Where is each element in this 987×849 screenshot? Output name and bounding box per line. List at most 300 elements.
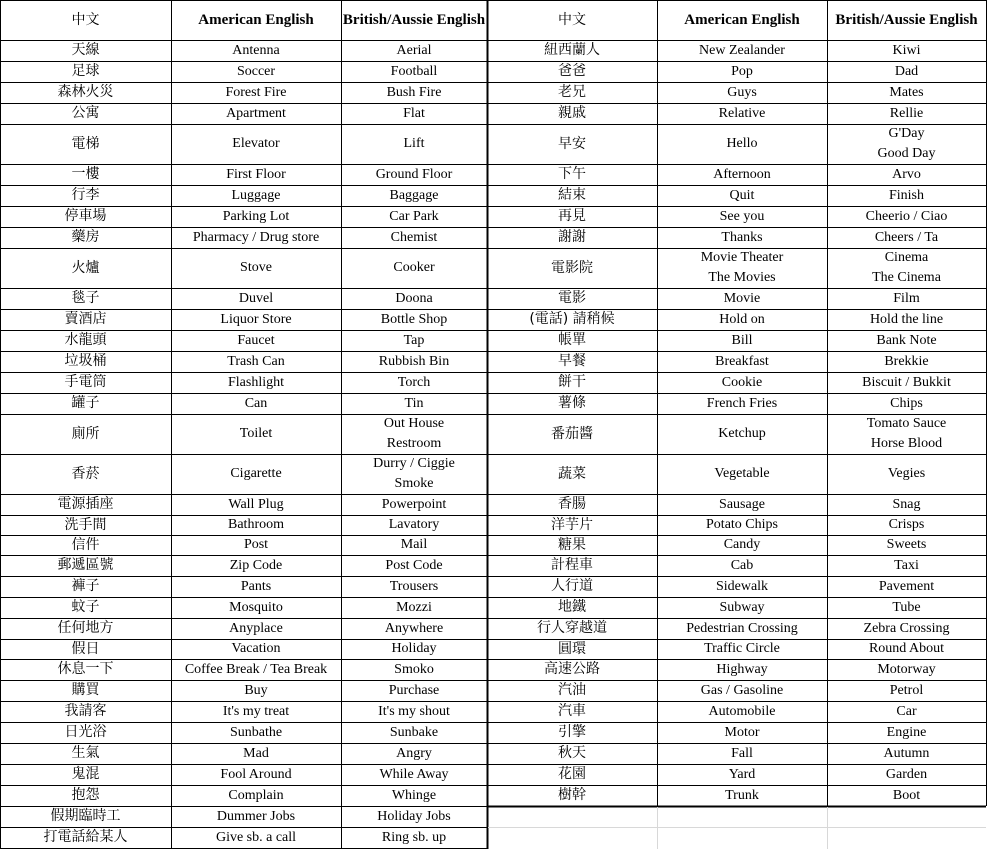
cell-chinese [0,227,171,248]
cell-chinese [487,206,657,227]
cell-text-line: Baggage [389,187,439,203]
cell-chinese [0,248,171,288]
cell-text-line: The Cinema [872,270,941,285]
cell-text-line: Sweets [886,537,927,552]
cell-chinese [0,576,171,597]
cell-american [171,515,341,535]
cell-text-line: Tomato Sauce [866,416,947,431]
cell-american [657,372,827,393]
cell-american [171,680,341,701]
cell-chinese [0,722,171,743]
cell-chinese [487,722,657,743]
cell-text-line: Trousers [389,578,439,594]
cell-text-line: Movie Theater [700,250,784,265]
cell-british [341,164,487,185]
cell-text-line: Bush Fire [386,84,442,100]
cell-text-line: 任何地方 [57,620,114,636]
cell-text-line: 鬼混 [71,766,100,782]
cell-text-line: Bank Note [876,332,937,348]
cell-american [171,555,341,576]
cell-chinese [0,555,171,576]
cell-text-line: Cheers / Ta [874,229,939,245]
cell-text-line: New Zealander [699,42,785,58]
cell-text-line: 電影院 [551,259,593,276]
cell-text-line: 火爐 [71,259,100,276]
cell-text-line: Powerpoint [381,496,447,512]
cell-british [341,680,487,701]
cell-text-line: 再見 [558,208,586,224]
cell-chinese [0,639,171,659]
header-american [657,0,827,40]
cell-text-line: Quit [729,187,755,203]
cell-british [827,576,986,597]
cell-chinese [0,827,171,848]
cell-chinese [0,618,171,639]
cell-text-line: Post [243,537,269,552]
cell-text-line: Ring sb. up [381,829,447,845]
cell-text-line: Autumn [883,745,930,761]
cell-chinese [487,61,657,82]
header-british [341,0,487,40]
cell-text-line: 引擎 [558,724,586,740]
cell-chinese [487,372,657,393]
cell-chinese [487,40,657,61]
cell-text-line: 洗手間 [64,516,107,533]
cell-text-line: Wall Plug [228,496,284,512]
cell-american [657,227,827,248]
cell-chinese [487,414,657,454]
cell-text-line: 早餐 [558,353,586,369]
cell-american [171,576,341,597]
cell-american [171,185,341,206]
cell-british [827,454,986,494]
cell-text-line: Traffic Circle [704,641,780,656]
cell-text-line: Anywhere [384,620,444,636]
cell-american [657,494,827,515]
cell-american [657,288,827,309]
cell-text-line: Smoko [394,661,434,677]
cell-text-line: Faucet [237,332,275,348]
cell-text-line: Hold the line [869,311,944,327]
cell-text-line: 汽車 [558,703,586,719]
cell-text-line: Anyplace [229,620,283,636]
cell-chinese [0,351,171,372]
cell-text-line: 水龍頭 [64,332,107,348]
cell-text-line: Horse Blood [870,436,943,451]
cell-american [171,454,341,494]
cell-text-line: Snag [892,496,921,512]
cell-text-line: 結束 [558,187,586,203]
cell-text-line: Potato Chips [706,517,778,532]
cell-british [827,618,986,639]
cell-chinese [487,515,657,535]
cell-text-line: Pharmacy / Drug store [192,229,320,245]
cell-text-line: 爸爸 [558,63,586,79]
cell-text-line: 人行道 [551,578,593,594]
cell-american [657,764,827,785]
cell-american [657,248,827,288]
cell-british [341,124,487,164]
cell-text-line: French Fries [706,395,778,411]
cell-chinese [487,393,657,414]
cell-text-line: Apartment [226,105,286,121]
cell-american [171,722,341,743]
cell-british [341,806,487,827]
cell-american [171,248,341,288]
cell-american [171,40,341,61]
cell-chinese [0,164,171,185]
cell-text-line: Sausage [719,496,765,512]
cell-american [657,515,827,535]
cell-text-line: Dad [894,63,919,79]
cell-british [341,288,487,309]
cell-text-line: 謝謝 [558,229,586,245]
cell-text-line: Sidewalk [715,578,769,594]
cell-text-line: Mates [889,84,924,100]
cell-text-line: Crisps [888,517,925,532]
cell-chinese [487,309,657,330]
cell-text-line: Complain [228,787,284,803]
cell-text-line: 假期臨時工 [50,808,121,824]
cell-text-line: Give sb. a call [215,829,297,845]
cell-text-line: Elevator [232,136,280,151]
cell-text-line: 行李 [71,187,100,203]
cell-text-line: 打電話給某人 [43,829,128,845]
cell-chinese [487,351,657,372]
cell-text-line: Mosquito [229,599,283,615]
cell-text-line: Mail [400,537,428,552]
cell-chinese [487,743,657,764]
cell-american [657,164,827,185]
cell-text-line: Holiday Jobs [377,808,451,824]
cell-text-line: Pop [731,63,753,79]
cell-text-line: Brekkie [884,353,929,369]
cell-british [827,206,986,227]
cell-chinese [0,764,171,785]
cell-text-line: Engine [886,724,927,740]
cell-british [341,515,487,535]
cell-chinese [0,330,171,351]
cell-text-line: Cab [730,557,754,573]
cell-american [657,82,827,103]
cell-text-line: British/Aussie English [342,11,486,28]
cell-text-line: Trunk [725,787,759,803]
cell-british [827,61,986,82]
cell-text-line: Luggage [231,187,281,203]
cell-british [341,185,487,206]
cell-text-line: Car [896,703,917,719]
cell-american [171,597,341,618]
cell-text-line: Flat [403,105,425,121]
cell-american [171,701,341,722]
cell-text-line: Cinema [884,250,929,265]
cell-text-line: Motorway [877,661,936,677]
cell-british [341,40,487,61]
cell-text-line: Petrol [889,682,924,698]
cell-text-line: 糖果 [558,536,586,553]
cell-text-line: Bill [731,332,753,348]
cell-text-line: Mozzi [396,599,432,615]
cell-text-line: While Away [379,766,449,782]
cell-text-line: 手電筒 [64,374,107,390]
cell-chinese [487,82,657,103]
cell-text-line: (電話) 請稍候 [529,311,615,327]
cell-text-line: 森林火災 [57,84,114,100]
cell-text-line: 紐西蘭人 [544,42,600,58]
cell-chinese [0,414,171,454]
cell-american [657,124,827,164]
cell-chinese [487,227,657,248]
cell-chinese [487,659,657,680]
cell-american [171,393,341,414]
header-chinese [487,0,657,40]
cell-text-line: 香菸 [71,465,100,482]
cell-american [171,414,341,454]
cell-american [171,206,341,227]
cell-text-line: 購買 [71,682,100,698]
cell-american [171,618,341,639]
cell-american [657,454,827,494]
cell-chinese [487,785,657,806]
cell-american [171,61,341,82]
cell-text-line: 假日 [71,640,100,657]
cell-american [171,372,341,393]
cell-text-line: Tube [892,599,921,615]
cell-american [171,764,341,785]
cell-british [827,330,986,351]
cell-text-line: 下午 [558,166,586,182]
cell-text-line: See you [719,208,765,224]
cell-text-line: 天線 [71,42,100,58]
cell-text-line: Toilet [239,426,273,441]
cell-text-line: Bottle Shop [380,311,448,327]
cell-british [341,82,487,103]
cell-chinese [487,555,657,576]
cell-chinese [487,535,657,555]
cell-british [341,785,487,806]
cell-british [341,103,487,124]
cell-american [657,680,827,701]
cell-american [171,227,341,248]
cell-british [341,351,487,372]
cell-chinese [487,618,657,639]
cell-text-line: Car Park [389,208,439,224]
cell-text-line: Can [244,395,268,411]
cell-text-line: 賣酒店 [64,311,107,327]
cell-american [171,309,341,330]
cell-text-line: 中文 [71,11,100,28]
cell-text-line: 計程車 [551,557,593,573]
cell-text-line: Holiday [391,641,437,656]
cell-text-line: Restroom [386,436,442,451]
cell-text-line: 一樓 [71,166,100,182]
cell-british [341,248,487,288]
cell-american [657,393,827,414]
cell-text-line: Cooker [393,260,435,275]
cell-chinese [0,743,171,764]
cell-text-line: 洋芋片 [551,516,593,533]
cell-text-line: Hold on [719,311,765,327]
cell-text-line: American English [198,11,314,28]
cell-american [171,806,341,827]
cell-text-line: Zebra Crossing [863,620,950,636]
cell-text-line: Rellie [889,105,924,121]
cell-chinese [0,701,171,722]
cell-chinese [0,103,171,124]
header-american [171,0,341,40]
cell-american [657,555,827,576]
cell-american [657,722,827,743]
cell-text-line: Cheerio / Ciao [865,208,948,224]
cell-american [171,124,341,164]
cell-british [827,288,986,309]
cell-british [827,40,986,61]
cell-british [341,701,487,722]
cell-british [341,535,487,555]
cell-text-line: Ketchup [718,426,766,441]
cell-text-line: 電影 [558,290,586,306]
cell-text-line: Whinge [391,787,437,803]
cell-text-line: 餅干 [558,374,586,390]
cell-text-line: Chips [890,395,923,411]
cell-british [341,414,487,454]
cell-text-line: 地鐵 [558,599,586,615]
cell-text-line: 抱怨 [71,787,100,803]
cell-chinese [487,103,657,124]
cell-american [657,785,827,806]
cell-text-line: 足球 [71,63,100,79]
cell-american [657,330,827,351]
cell-text-line: Highway [716,661,768,677]
cell-text-line: Smoke [394,476,434,491]
cell-text-line: Fall [731,745,753,761]
cell-british [827,535,986,555]
cell-text-line: Fool Around [220,766,292,782]
cell-text-line: Vegetable [714,466,770,481]
cell-text-line: Trash Can [227,353,285,369]
cell-text-line: 藥房 [71,229,100,245]
cell-text-line: 停車場 [64,208,107,224]
cell-text-line: British/Aussie English [835,11,978,28]
cell-text-line: 帳單 [558,332,586,348]
cell-chinese [487,454,657,494]
cell-american [657,309,827,330]
cell-british [827,515,986,535]
cell-text-line: Zip Code [229,557,283,573]
cell-chinese [0,206,171,227]
cell-british [827,555,986,576]
cell-text-line: Hello [726,136,758,151]
cell-text-line: Relative [718,105,766,121]
cell-text-line: Subway [719,599,765,615]
cell-british [341,330,487,351]
cell-text-line: 薯條 [558,395,586,411]
cell-text-line: Forest Fire [225,84,287,100]
cell-text-line: Out House [383,416,445,431]
cell-text-line: 電源插座 [57,496,114,512]
cell-american [657,618,827,639]
cell-american [171,494,341,515]
cell-text-line: Garden [885,766,928,782]
cell-text-line: 郵遞區號 [57,557,114,573]
cell-british [341,227,487,248]
cell-text-line: 高速公路 [544,661,600,677]
cell-chinese [487,701,657,722]
cell-text-line: Kiwi [892,42,921,58]
cell-american [171,164,341,185]
cell-british [827,103,986,124]
cell-text-line: Pavement [878,578,935,594]
cell-british [827,680,986,701]
cell-chinese [0,597,171,618]
cell-text-line: Purchase [388,682,440,698]
cell-text-line: Buy [244,682,268,698]
cell-text-line: Parking Lot [222,208,290,224]
cell-text-line: 褲子 [71,578,100,594]
cell-text-line: Cigarette [230,466,282,481]
cell-british [341,618,487,639]
cell-text-line: The Movies [708,270,776,285]
cell-british [827,185,986,206]
cell-text-line: Breakfast [715,353,769,369]
cell-chinese [0,515,171,535]
cell-text-line: Duvel [238,290,274,306]
cell-chinese [487,680,657,701]
cell-chinese [0,309,171,330]
cell-chinese [487,764,657,785]
cell-text-line: Vacation [231,641,281,656]
cell-text-line: Lavatory [388,517,440,532]
cell-chinese [487,124,657,164]
cell-text-line: 番茄醬 [551,425,593,442]
cell-text-line: Round About [868,641,945,656]
cell-chinese [0,40,171,61]
cell-chinese [487,330,657,351]
cell-text-line: It's my treat [222,703,290,719]
cell-american [657,414,827,454]
cell-american [657,61,827,82]
cell-text-line: 毯子 [71,290,100,306]
cell-chinese [0,659,171,680]
cell-american [657,597,827,618]
cell-american [657,40,827,61]
cell-text-line: Mad [243,745,269,761]
cell-british [341,372,487,393]
cell-text-line: Thanks [721,229,763,245]
cell-text-line: 信件 [71,536,100,553]
cell-text-line: 垃圾桶 [64,353,107,369]
cell-american [657,206,827,227]
cell-text-line: 罐子 [71,395,100,411]
cell-british [341,827,487,848]
cell-text-line: Football [390,63,438,79]
cell-text-line: Afternoon [713,166,771,182]
cell-british [827,659,986,680]
cell-text-line: Dummer Jobs [216,808,296,824]
cell-british [341,576,487,597]
cell-british [827,227,986,248]
cell-text-line: Post Code [385,557,443,573]
cell-british [827,351,986,372]
cell-text-line: Durry / Ciggie [373,456,455,471]
cell-american [171,785,341,806]
cell-text-line: Antenna [232,42,280,58]
cell-text-line: Candy [723,537,761,552]
cell-british [827,722,986,743]
cell-text-line: 電梯 [71,135,100,152]
cell-text-line: Aerial [396,42,432,58]
cell-chinese [487,248,657,288]
